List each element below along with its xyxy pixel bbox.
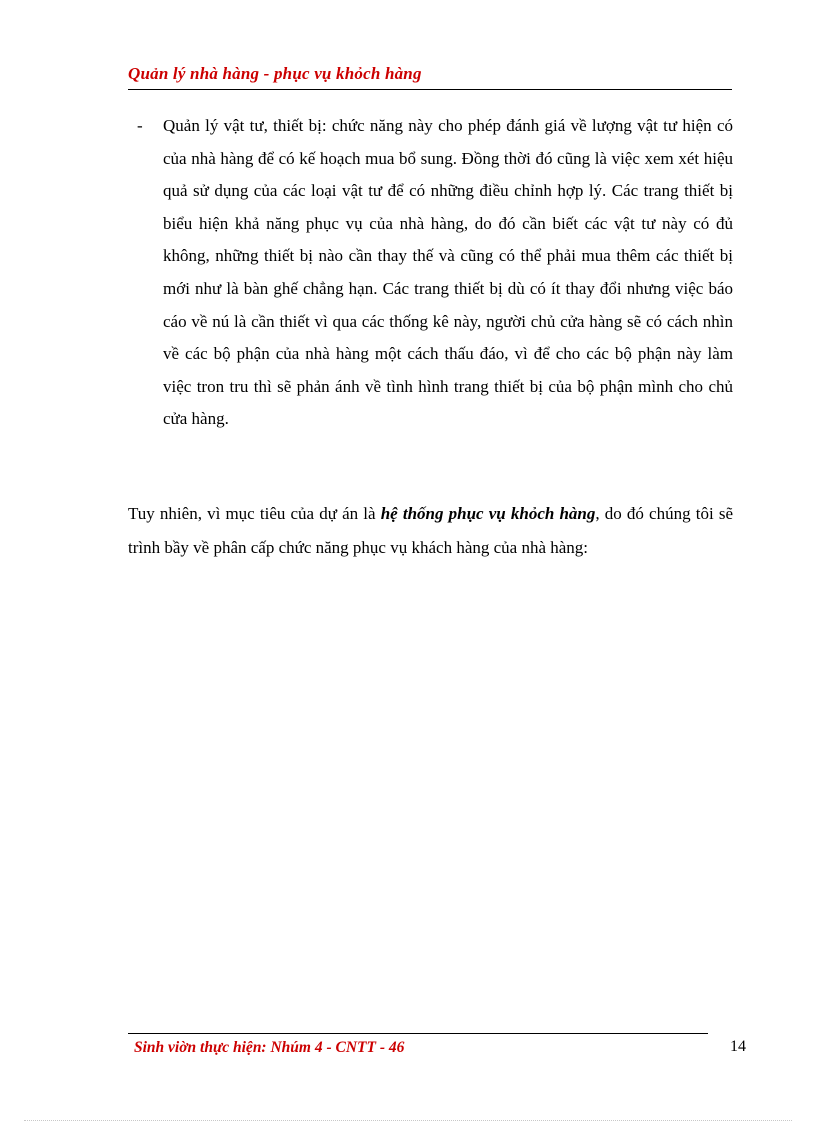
footer-text: Sinh viờn thực hiện: Nhúm 4 - CNTT - 46 — [134, 1039, 405, 1056]
paragraph-text-before: Tuy nhiên, vì mục tiêu của dự án là — [128, 504, 381, 523]
page-header — [128, 62, 732, 90]
paragraph-emphasis: hệ thống phục vụ khỏch hàng — [380, 504, 596, 523]
page-edge-divider — [24, 1120, 792, 1121]
bullet-text: Quản lý vật tư, thiết bị: chức năng này cho phép đánh giá về lượng vật tư hiện có của nhà hàng để có kế hoạch mua bổ sung. Đồng thời đó cũng là việc xem xét hiệu quả sử dụng của các loại vật tư để có những điều chỉnh hợp lý. Các trang thiết bị biểu hiện khả năng phục vụ của nhà hàng, do đó cần biết các vật tư này có đủ không, những thiết bị nào cần thay thế và cũng có thể phải mua thêm các thiết bị mới như là bàn ghế chẳng hạn. Các trang thiết bị dù có ít thay đổi nhưng việc báo cáo về nú là cần thiết vì qua các thống kê này, người chủ cửa hàng sẽ có cách nhìn về các bộ phận của nhà hàng một cách thấu đáo, vì để cho các bộ phận này làm việc tron tru thì sẽ phản ánh về tình hình trang thiết bị của bộ phận mình cho chủ cửa hàng. — [163, 116, 733, 429]
footer-divider — [128, 1033, 708, 1034]
paragraph-text-after: , do đó chúng tôi sẽ trình bầy về phân cấp chức năng phục vụ khách hàng của nhà hàng: — [128, 504, 733, 557]
body-paragraph — [128, 497, 733, 565]
bullet-marker: - — [137, 116, 143, 135]
header-title: Quản lý nhà hàng - phục vụ khỏch hàng — [128, 64, 422, 83]
page-number: 14 — [730, 1038, 746, 1055]
